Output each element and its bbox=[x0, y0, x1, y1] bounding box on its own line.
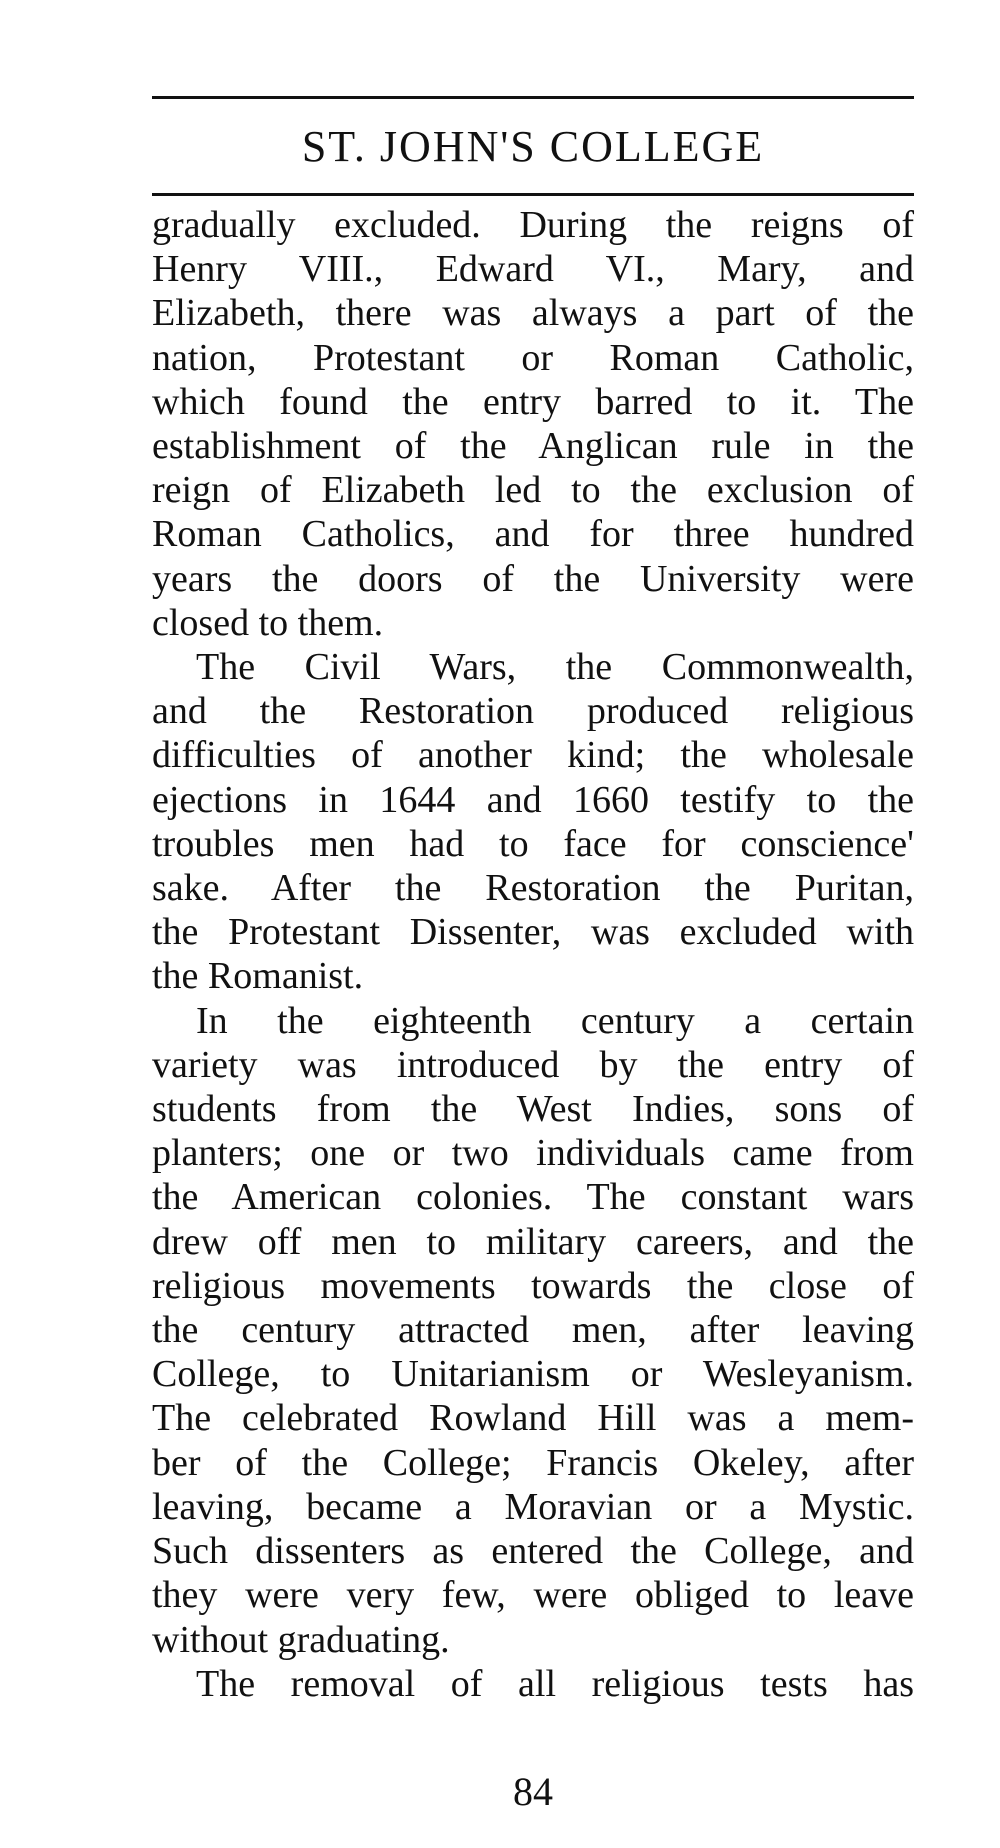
text-line: Henry VIII., Edward VI., Mary, and bbox=[152, 248, 914, 291]
paragraph-2 bbox=[152, 645, 914, 999]
text-line: difficulties of another kind; the wholesale bbox=[152, 734, 914, 777]
text-line: closed to them. bbox=[152, 601, 384, 644]
text-line: drew off men to military careers, and the bbox=[152, 1220, 914, 1263]
text-line: The Civil Wars, the Commonwealth, bbox=[196, 646, 914, 689]
text-line: the American colonies. The constant wars bbox=[152, 1176, 914, 1219]
page-number: 84 bbox=[513, 1769, 553, 1814]
text-line: ber of the College; Francis Okeley, after bbox=[152, 1441, 914, 1484]
text-line: the Romanist. bbox=[152, 955, 364, 998]
header-bottom-rule bbox=[152, 193, 914, 196]
text-line: ejections in 1644 and 1660 testify to the bbox=[152, 778, 914, 821]
text-line: College, to Unitarianism or Wesleyanism. bbox=[152, 1353, 914, 1396]
text-line: the century attracted men, after leaving bbox=[152, 1309, 914, 1352]
running-head-title: ST. JOHN'S COLLEGE bbox=[301, 122, 765, 171]
text-line: nation, Protestant or Roman Catholic, bbox=[152, 336, 914, 379]
text-line: years the doors of the University were bbox=[152, 557, 914, 600]
text-line: the Protestant Dissenter, was excluded with bbox=[152, 911, 914, 954]
text-line: In the eighteenth century a certain bbox=[196, 999, 914, 1042]
text-line: Elizabeth, there was always a part of the bbox=[152, 292, 914, 335]
text-line: troubles men had to face for conscience' bbox=[152, 822, 914, 865]
text-line: planters; one or two individuals came from bbox=[152, 1132, 914, 1175]
text-line: The removal of all religious tests has bbox=[196, 1662, 914, 1705]
paragraph-1 bbox=[152, 203, 914, 645]
text-line: without graduating. bbox=[152, 1618, 450, 1661]
text-line: and the Restoration produced religious bbox=[152, 690, 914, 733]
text-line: students from the West Indies, sons of bbox=[152, 1088, 914, 1131]
text-line: religious movements towards the close of bbox=[152, 1264, 914, 1307]
text-line: gradually excluded. During the reigns of bbox=[152, 204, 914, 246]
text-line: Such dissenters as entered the College, and bbox=[152, 1530, 914, 1573]
text-line: reign of Elizabeth led to the exclusion of bbox=[152, 469, 914, 512]
paragraph-3 bbox=[152, 999, 914, 1662]
text-line: variety was introduced by the entry of bbox=[152, 1043, 914, 1086]
text-line: leaving, became a Moravian or a Mystic. bbox=[152, 1485, 914, 1528]
header-top-rule bbox=[152, 96, 914, 99]
text-line: which found the entry barred to it. The bbox=[152, 380, 914, 423]
text-line: establishment of the Anglican rule in the bbox=[152, 425, 914, 468]
paragraph-4 bbox=[152, 1662, 914, 1706]
text-line: The celebrated Rowland Hill was a mem- bbox=[152, 1397, 914, 1440]
text-line: Roman Catholics, and for three hundred bbox=[152, 513, 914, 556]
text-line: they were very few, were obliged to leave bbox=[152, 1574, 914, 1617]
body-text bbox=[152, 203, 914, 1706]
text-line: sake. After the Restoration the Puritan, bbox=[152, 867, 914, 910]
